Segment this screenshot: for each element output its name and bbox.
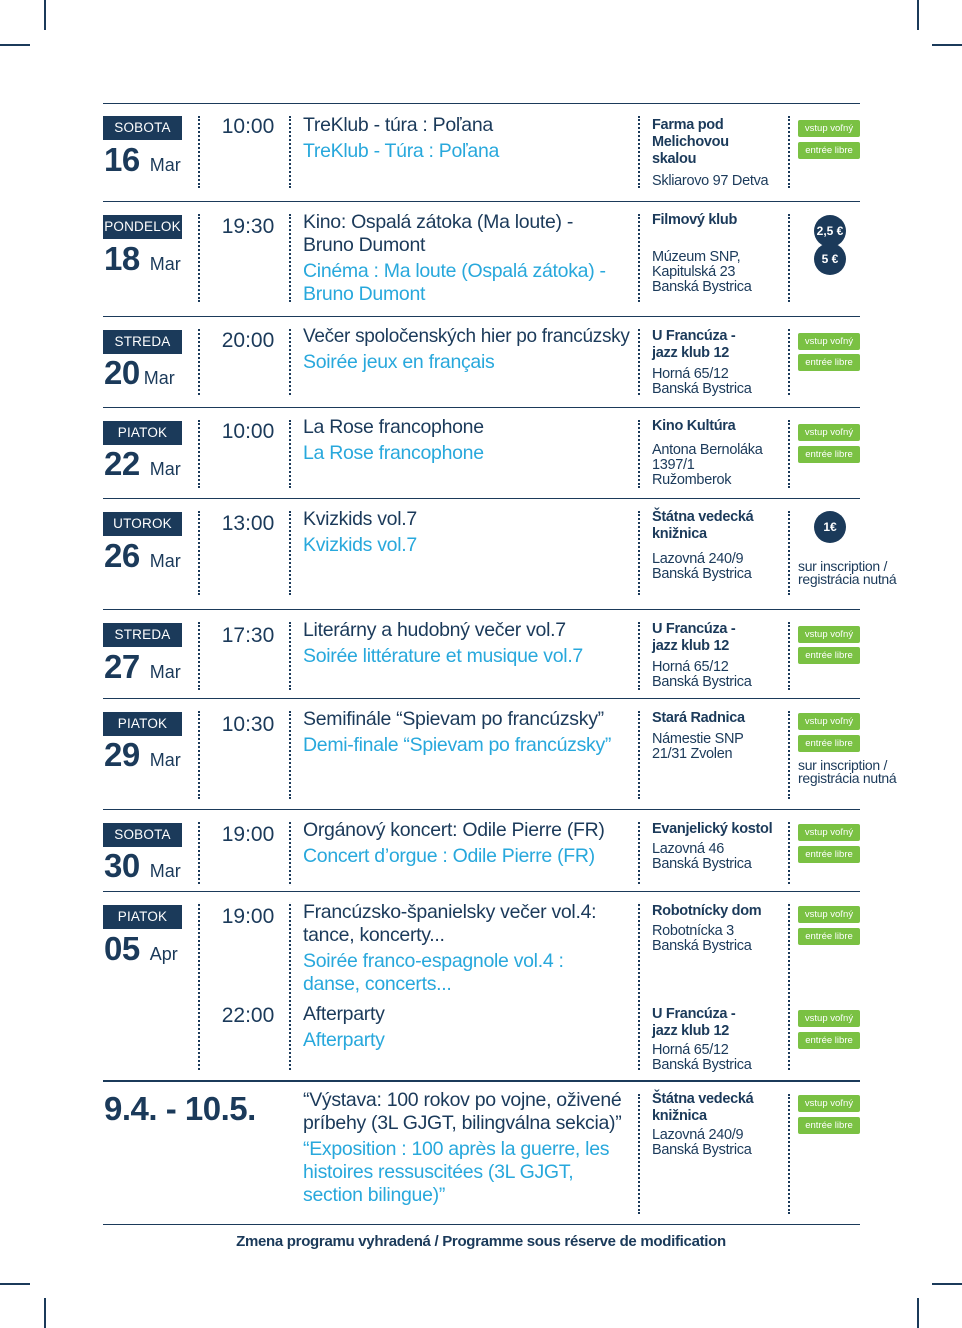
event-title xyxy=(303,901,643,996)
event-time: 13:00 xyxy=(221,512,275,535)
date xyxy=(104,141,181,179)
date-number: 18 xyxy=(104,240,140,277)
divider xyxy=(638,214,640,302)
divider xyxy=(638,822,640,884)
venue-address: Námestie SNP 21/31 Zvolen xyxy=(652,731,744,762)
date-month: Mar xyxy=(149,861,181,881)
footer-note: Zmena programu vyhradená / Programme sous réserve de modification xyxy=(236,1233,726,1250)
event-time: 10:00 xyxy=(221,115,275,138)
date-number: 26 xyxy=(104,537,140,574)
free-entry-badge: vstup voľný xyxy=(798,424,860,441)
date-number: 29 xyxy=(104,736,140,773)
venue-name: U Francúza - jazz klub 12 xyxy=(652,621,736,654)
venue-address: Robotnícka 3 Banská Bystrica xyxy=(652,923,752,954)
free-entry-badge: entrée libre xyxy=(798,1117,860,1134)
date xyxy=(104,240,181,278)
divider xyxy=(638,420,640,488)
free-entry-badge: entrée libre xyxy=(798,446,860,463)
divider xyxy=(198,420,200,488)
free-entry-badge: entrée libre xyxy=(798,735,860,752)
event-row xyxy=(103,316,860,408)
free-entry-badge: vstup voľný xyxy=(798,713,860,730)
event-row xyxy=(103,201,860,317)
title-fr: “Exposition : 100 après la guerre, les histoires ressuscitées (3L GJGT, section bilingue)” xyxy=(303,1138,610,1206)
divider xyxy=(289,622,291,690)
bottom-rule xyxy=(103,1224,860,1225)
date-month: Mar xyxy=(149,750,181,770)
event-row xyxy=(103,891,860,1081)
divider xyxy=(289,511,291,595)
event-title xyxy=(303,619,643,668)
crop-mark xyxy=(0,1283,30,1285)
divider xyxy=(289,822,291,884)
venue-name: Stará Radnica xyxy=(652,710,745,726)
event-title xyxy=(303,211,643,306)
venue-address: Lazovná 46 Banská Bystrica xyxy=(652,841,752,872)
title-fr: Soirée littérature et musique vol.7 xyxy=(303,645,583,667)
day-label: STREDA xyxy=(103,330,182,354)
venue-address: Antona Bernoláka 1397/1 Ružomberok xyxy=(652,442,763,488)
date-month: Mar xyxy=(149,155,181,175)
divider xyxy=(638,116,640,188)
title-fr: Kvizkids vol.7 xyxy=(303,534,417,556)
title-sk: “Výstava: 100 rokov po vojne, oživené príbehy (3L GJGT, bilingválna sekcia)” xyxy=(303,1089,622,1134)
crop-mark xyxy=(44,1298,46,1328)
event-title xyxy=(303,416,643,465)
venue xyxy=(652,1006,792,1073)
venue-name: Filmový klub xyxy=(652,212,738,228)
free-entry-badge: entrée libre xyxy=(798,142,860,159)
venue-name: Farma pod Melichovou skalou xyxy=(652,117,729,167)
event-title xyxy=(303,325,643,374)
event-time: 19:00 xyxy=(221,905,275,928)
day-label: SOBOTA xyxy=(103,823,182,847)
free-entry-badge: vstup voľný xyxy=(798,1095,860,1112)
free-entry-badge: entrée libre xyxy=(798,928,860,945)
date-month: Mar xyxy=(149,459,181,479)
venue-name: U Francúza - jazz klub 12 xyxy=(652,1006,736,1039)
free-entry-badge: vstup voľný xyxy=(798,626,860,643)
venue-address: Lazovná 240/9 Banská Bystrica xyxy=(652,1127,752,1158)
divider xyxy=(638,511,640,595)
event-title xyxy=(303,1003,643,1052)
title-sk: Literárny a hudobný večer vol.7 xyxy=(303,619,566,641)
event-title xyxy=(303,114,643,163)
free-entry-badge: entrée libre xyxy=(798,647,860,664)
event-time: 19:00 xyxy=(221,823,275,846)
divider xyxy=(198,214,200,302)
date-number: 27 xyxy=(104,648,140,685)
day-label: PONDELOK xyxy=(103,215,182,239)
venue xyxy=(652,212,792,295)
date-number: 16 xyxy=(104,141,140,178)
event-time: 17:30 xyxy=(221,624,275,647)
event-title xyxy=(303,1089,643,1207)
divider xyxy=(289,711,291,799)
event-time: 19:30 xyxy=(221,215,275,238)
divider xyxy=(788,116,790,188)
event-time: 10:30 xyxy=(221,713,275,736)
divider xyxy=(788,1094,790,1214)
venue-address: Horná 65/12 Banská Bystrica xyxy=(652,659,752,690)
venue xyxy=(652,418,792,488)
title-fr: Afterparty xyxy=(303,1029,385,1051)
event-time: 10:00 xyxy=(221,420,275,443)
event-title xyxy=(303,819,643,868)
price-circle: 5 € xyxy=(814,243,846,275)
day-label: UTOROK xyxy=(103,512,182,536)
divider xyxy=(788,622,790,690)
event-row xyxy=(103,698,897,810)
title-sk: TreKlub - túra : Poľana xyxy=(303,114,493,136)
divider xyxy=(638,622,640,690)
event-row xyxy=(103,1080,860,1226)
venue-name: Robotnícky dom xyxy=(652,903,762,919)
divider xyxy=(289,420,291,488)
title-sk: Večer spoločenských hier po francúzsky xyxy=(303,326,630,347)
event-row xyxy=(103,609,860,699)
venue-name: Kino Kultúra xyxy=(652,418,736,434)
divider xyxy=(289,214,291,302)
date xyxy=(104,537,181,575)
divider xyxy=(198,511,200,595)
venue-name: Štátna vedecká knižnica xyxy=(652,509,754,542)
date-number: 20 xyxy=(104,354,140,391)
venue-address: Skliarovo 97 Detva xyxy=(652,173,769,189)
event-time: 20:00 xyxy=(221,329,275,352)
date xyxy=(104,847,181,885)
venue xyxy=(652,903,792,954)
venue-address: Múzeum SNP, Kapitulská 23 Banská Bystrica xyxy=(652,249,752,295)
registration-note: sur inscription / registrácia nutná xyxy=(798,558,897,587)
free-entry-badge: entrée libre xyxy=(798,1032,860,1049)
date xyxy=(104,736,181,774)
day-label: STREDA xyxy=(103,623,182,647)
venue-name: Štátna vedecká knižnica xyxy=(652,1091,754,1124)
title-fr: Concert d’orgue : Odile Pierre (FR) xyxy=(303,845,595,867)
event-title xyxy=(303,508,643,557)
divider xyxy=(788,329,790,395)
event-row xyxy=(103,498,897,610)
title-fr: Demi-finale “Spievam po francúzsky” xyxy=(303,734,612,756)
free-entry-badge: vstup voľný xyxy=(798,120,860,137)
venue xyxy=(652,710,792,762)
divider xyxy=(198,622,200,690)
divider xyxy=(289,904,291,1070)
venue xyxy=(652,509,792,582)
day-label: SOBOTA xyxy=(103,116,182,140)
title-fr: Soirée jeux en français xyxy=(303,351,495,373)
divider xyxy=(788,511,790,595)
date-number: 22 xyxy=(104,445,140,482)
crop-mark xyxy=(932,44,962,46)
venue-name: Evanjelický kostol xyxy=(652,821,773,837)
crop-mark xyxy=(44,0,46,30)
event-title xyxy=(303,708,643,757)
divider xyxy=(788,822,790,884)
divider xyxy=(788,904,790,1070)
date-month: Mar xyxy=(149,551,181,571)
crop-mark xyxy=(917,1298,919,1328)
divider xyxy=(638,711,640,799)
date-range: 9.4. - 10.5. xyxy=(104,1090,256,1127)
venue-address: Horná 65/12 Banská Bystrica xyxy=(652,1042,752,1073)
divider xyxy=(198,329,200,395)
divider xyxy=(638,329,640,395)
title-fr: Cinéma : Ma loute (Ospalá zátoka) - Bruno Dumont xyxy=(303,260,606,305)
title-fr: La Rose francophone xyxy=(303,442,484,464)
venue-address: Horná 65/12 Banská Bystrica xyxy=(652,366,752,397)
title-sk: Francúzsko-španielsky večer vol.4: tance, koncerty... xyxy=(303,901,597,946)
crop-mark xyxy=(932,1283,962,1285)
free-entry-badge: vstup voľný xyxy=(798,1010,860,1027)
divider xyxy=(788,711,790,799)
date-month: Mar xyxy=(149,662,181,682)
free-entry-badge: entrée libre xyxy=(798,846,860,863)
divider xyxy=(198,904,200,1070)
venue-name: U Francúza - jazz klub 12 xyxy=(652,328,736,361)
venue xyxy=(652,1091,792,1158)
date xyxy=(104,648,181,686)
day-label: PIATOK xyxy=(103,712,182,736)
title-fr: TreKlub - Túra : Poľana xyxy=(303,140,500,162)
event-row xyxy=(103,407,860,499)
title-sk: Semifinále “Spievam po francúzsky” xyxy=(303,708,604,730)
date xyxy=(104,445,181,483)
date-number: 30 xyxy=(104,847,140,884)
title-sk: Kino: Ospalá zátoka (Ma loute) - Bruno Dumont xyxy=(303,211,574,256)
divider xyxy=(289,116,291,188)
day-label: PIATOK xyxy=(103,905,182,929)
divider xyxy=(788,420,790,488)
venue xyxy=(652,117,792,189)
price-circle: 2,5 € xyxy=(814,215,846,247)
divider xyxy=(289,329,291,395)
free-entry-badge: vstup voľný xyxy=(798,333,860,350)
title-sk: Kvizkids vol.7 xyxy=(303,508,417,530)
date-month: Mar xyxy=(149,254,181,274)
crop-mark xyxy=(917,0,919,30)
venue xyxy=(652,821,792,872)
free-entry-badge: entrée libre xyxy=(798,354,860,371)
divider xyxy=(638,904,640,1070)
title-sk: La Rose francophone xyxy=(303,416,484,438)
date xyxy=(104,354,175,392)
title-sk: Afterparty xyxy=(303,1003,385,1025)
divider xyxy=(198,822,200,884)
price-circle: 1€ xyxy=(814,511,846,543)
divider xyxy=(198,116,200,188)
registration-note: sur inscription / registrácia nutná xyxy=(798,757,897,786)
date-month: Mar xyxy=(143,368,175,388)
free-entry-badge: vstup voľný xyxy=(798,906,860,923)
event-row xyxy=(103,809,860,892)
date-number: 05 xyxy=(104,930,140,967)
divider xyxy=(638,1094,640,1214)
event-time: 22:00 xyxy=(221,1004,275,1027)
day-label: PIATOK xyxy=(103,421,182,445)
date xyxy=(104,930,178,968)
venue xyxy=(652,328,792,397)
title-sk: Orgánový koncert: Odile Pierre (FR) xyxy=(303,819,605,841)
date-month: Apr xyxy=(149,944,178,964)
venue xyxy=(652,621,792,690)
crop-mark xyxy=(0,44,30,46)
venue-address: Lazovná 240/9 Banská Bystrica xyxy=(652,551,752,582)
title-fr: Soirée franco-espagnole vol.4 : danse, concerts... xyxy=(303,950,564,995)
divider xyxy=(198,711,200,799)
free-entry-badge: vstup voľný xyxy=(798,824,860,841)
event-row xyxy=(103,103,860,202)
divider xyxy=(788,214,790,302)
